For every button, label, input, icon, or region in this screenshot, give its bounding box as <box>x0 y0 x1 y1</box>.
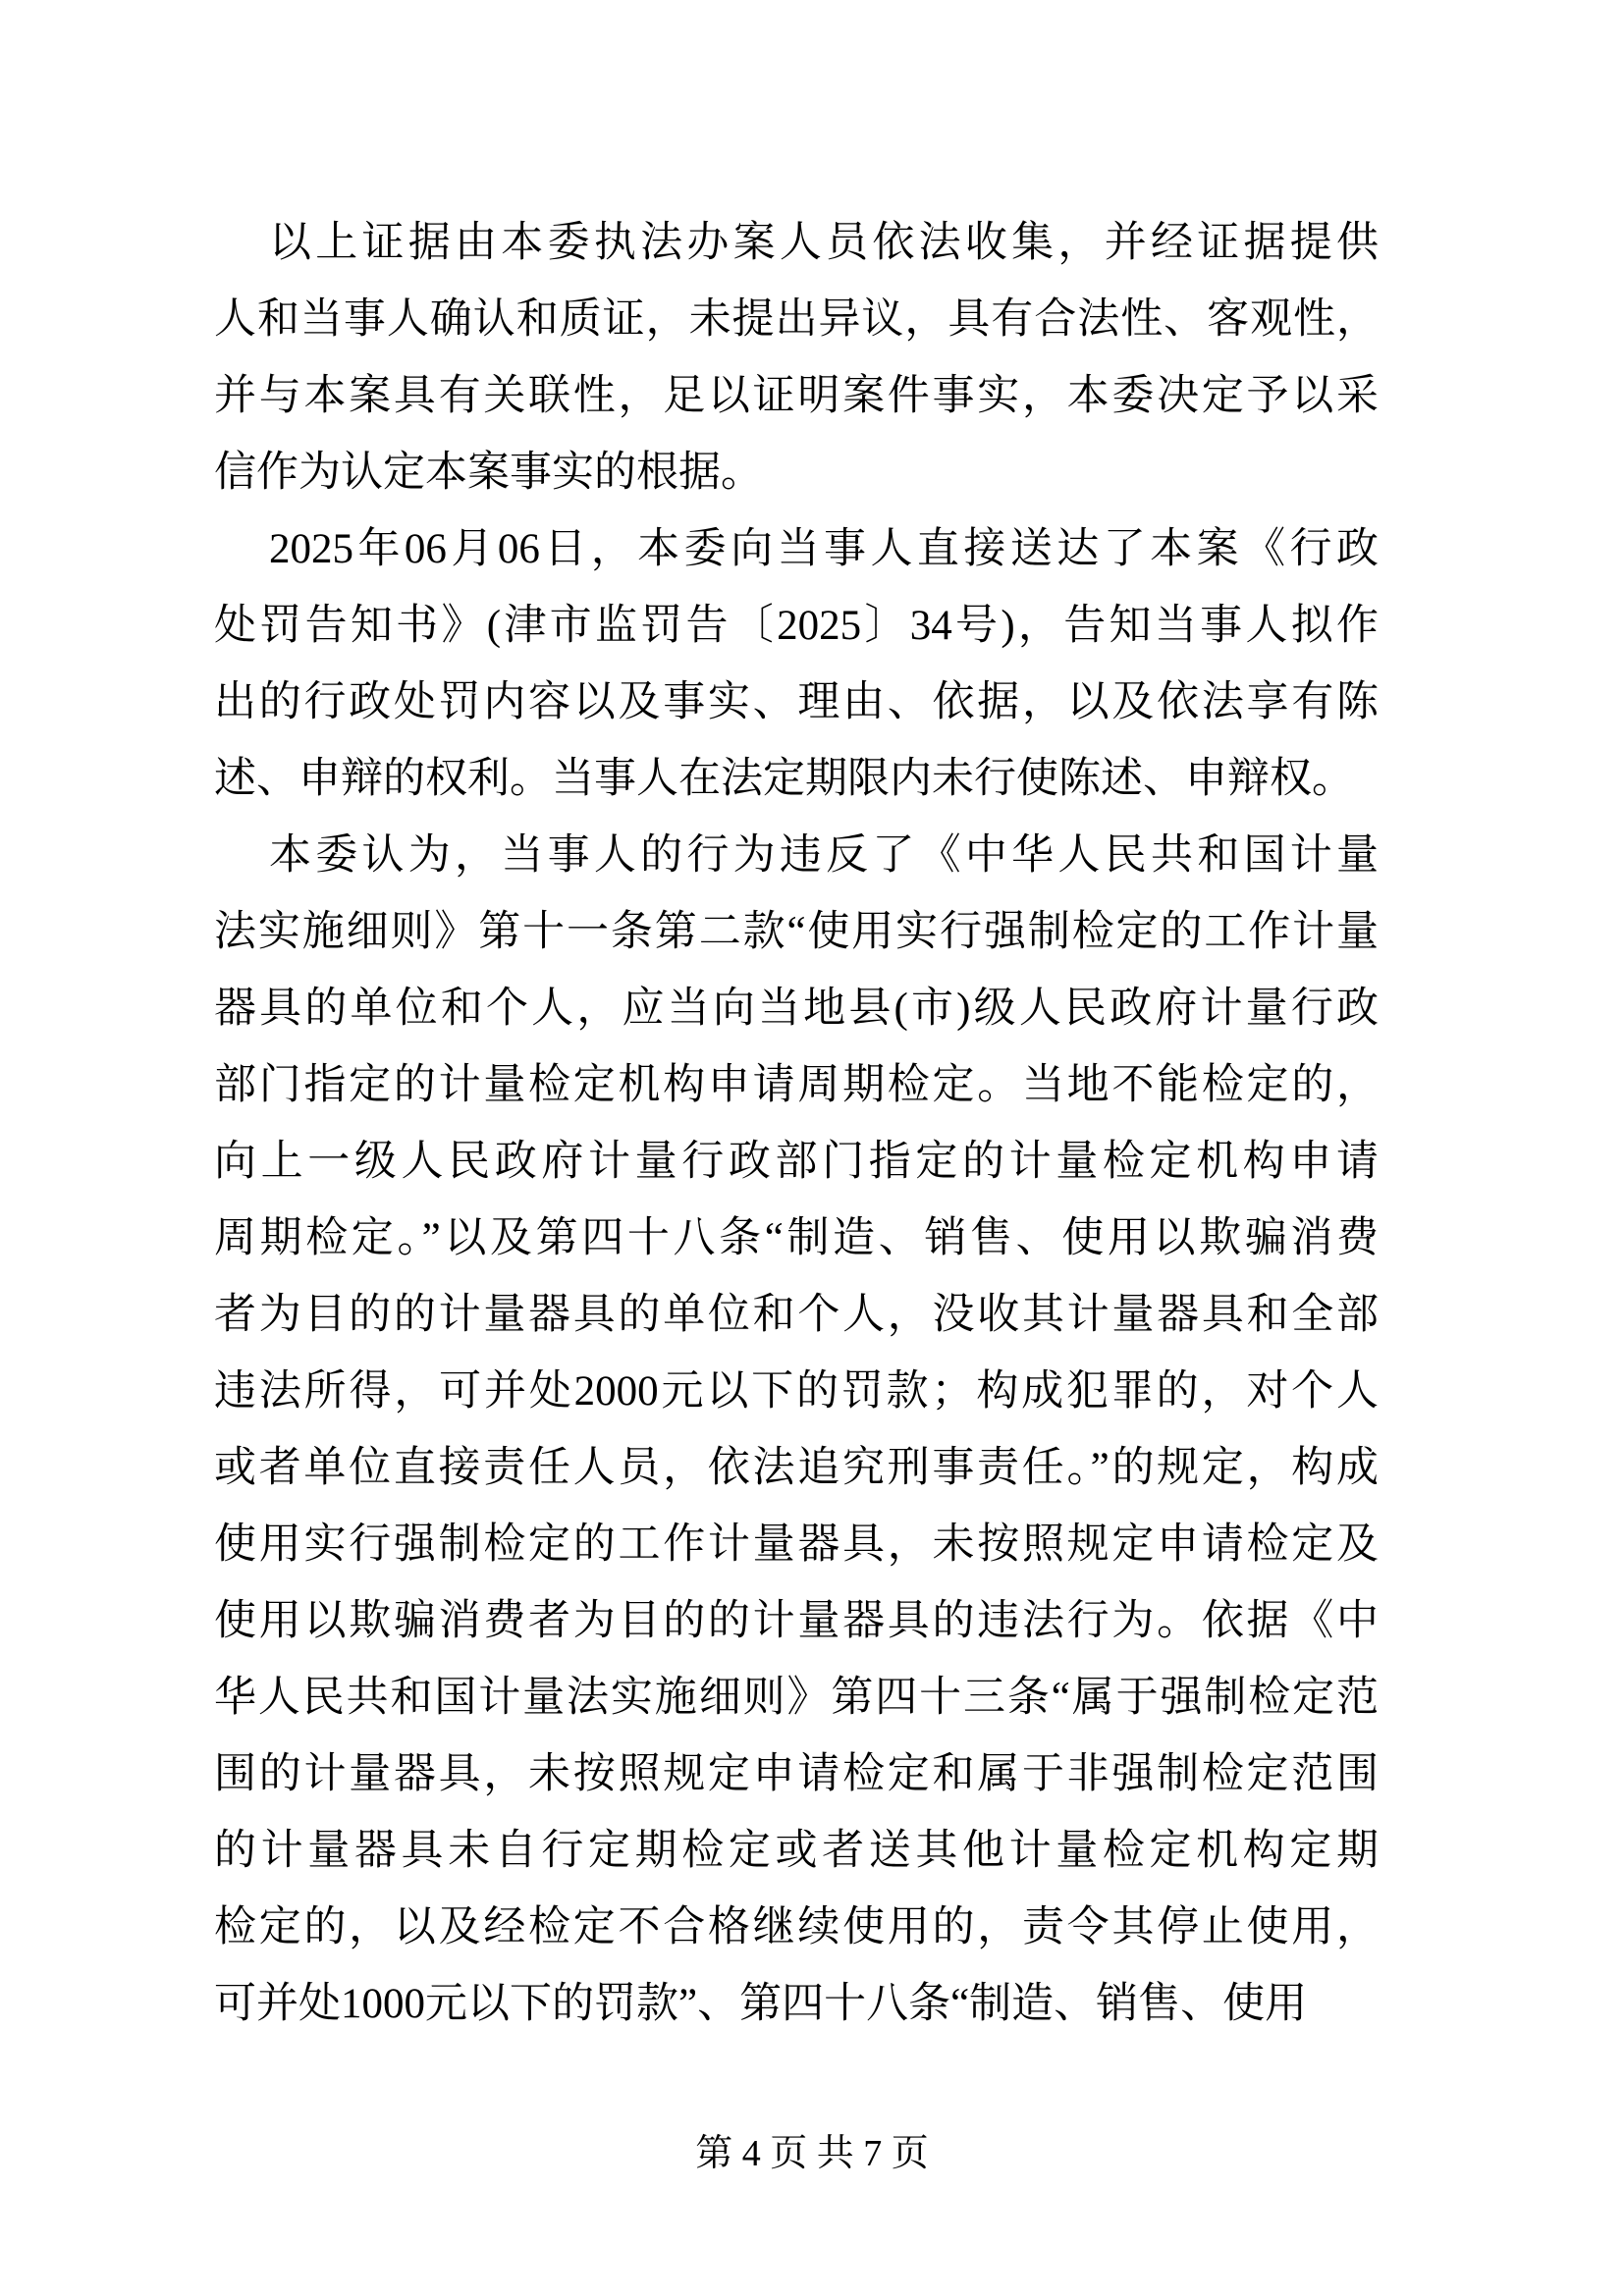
text-line: 违法所得，可并处2000元以下的罚款；构成犯罪的，对个人 <box>214 1368 1379 1415</box>
text-line: 检定的，以及经检定不合格继续使用的，责令其停止使用， <box>214 1904 1379 1950</box>
text-line: 法实施细则》第十一条第二款“使用实行强制检定的工作计量 <box>214 909 1379 955</box>
text-line: 以上证据由本委执法办案人员依法收集，并经证据提供 <box>269 220 1379 266</box>
text-line: 并与本案具有关联性，足以证明案件事实，本委决定予以采 <box>214 373 1379 419</box>
page-footer <box>0 2128 1624 2179</box>
page-number-text: 第 4 页 共 7 页 <box>695 2133 929 2174</box>
text-line: 本委认为，当事人的行为违反了《中华人民共和国计量 <box>269 832 1379 879</box>
text-line: 出的行政处罚内容以及事实、理由、依据，以及依法享有陈 <box>214 679 1379 725</box>
text-line: 的计量器具未自行定期检定或者送其他计量检定机构定期 <box>214 1828 1379 1874</box>
text-line: 2025年06月06日，本委向当事人直接送达了本案《行政 <box>269 526 1379 572</box>
text-line: 使用以欺骗消费者为目的的计量器具的违法行为。依据《中 <box>214 1598 1379 1644</box>
text-line: 器具的单位和个人，应当向当地县(市)级人民政府计量行政 <box>214 986 1379 1032</box>
text-line: 或者单位直接责任人员，依法追究刑事责任。”的规定，构成 <box>214 1445 1379 1491</box>
text-line: 可并处1000元以下的罚款”、第四十八条“制造、销售、使用 <box>214 1981 1308 2027</box>
text-line: 使用实行强制检定的工作计量器具，未按照规定申请检定及 <box>214 1522 1379 1568</box>
text-line: 华人民共和国计量法实施细则》第四十三条“属于强制检定范 <box>214 1675 1379 1721</box>
body-text <box>214 205 1379 2043</box>
text-line: 者为目的的计量器具的单位和个人，没收其计量器具和全部 <box>214 1292 1379 1338</box>
text-line: 信作为认定本案事实的根据。 <box>214 450 763 496</box>
text-line: 周期检定。”以及第四十八条“制造、销售、使用以欺骗消费 <box>214 1215 1379 1261</box>
text-line: 述、申辩的权利。当事人在法定期限内未行使陈述、申辩权。 <box>214 756 1354 802</box>
text-line: 向上一级人民政府计量行政部门指定的计量检定机构申请 <box>214 1139 1379 1185</box>
text-line: 处罚告知书》(津市监罚告〔2025〕34号)，告知当事人拟作 <box>214 603 1379 649</box>
text-line: 围的计量器具，未按照规定申请检定和属于非强制检定范围 <box>214 1751 1379 1797</box>
text-line: 人和当事人确认和质证，未提出异议，具有合法性、客观性， <box>214 296 1379 343</box>
text-line: 部门指定的计量检定机构申请周期检定。当地不能检定的， <box>214 1062 1379 1108</box>
